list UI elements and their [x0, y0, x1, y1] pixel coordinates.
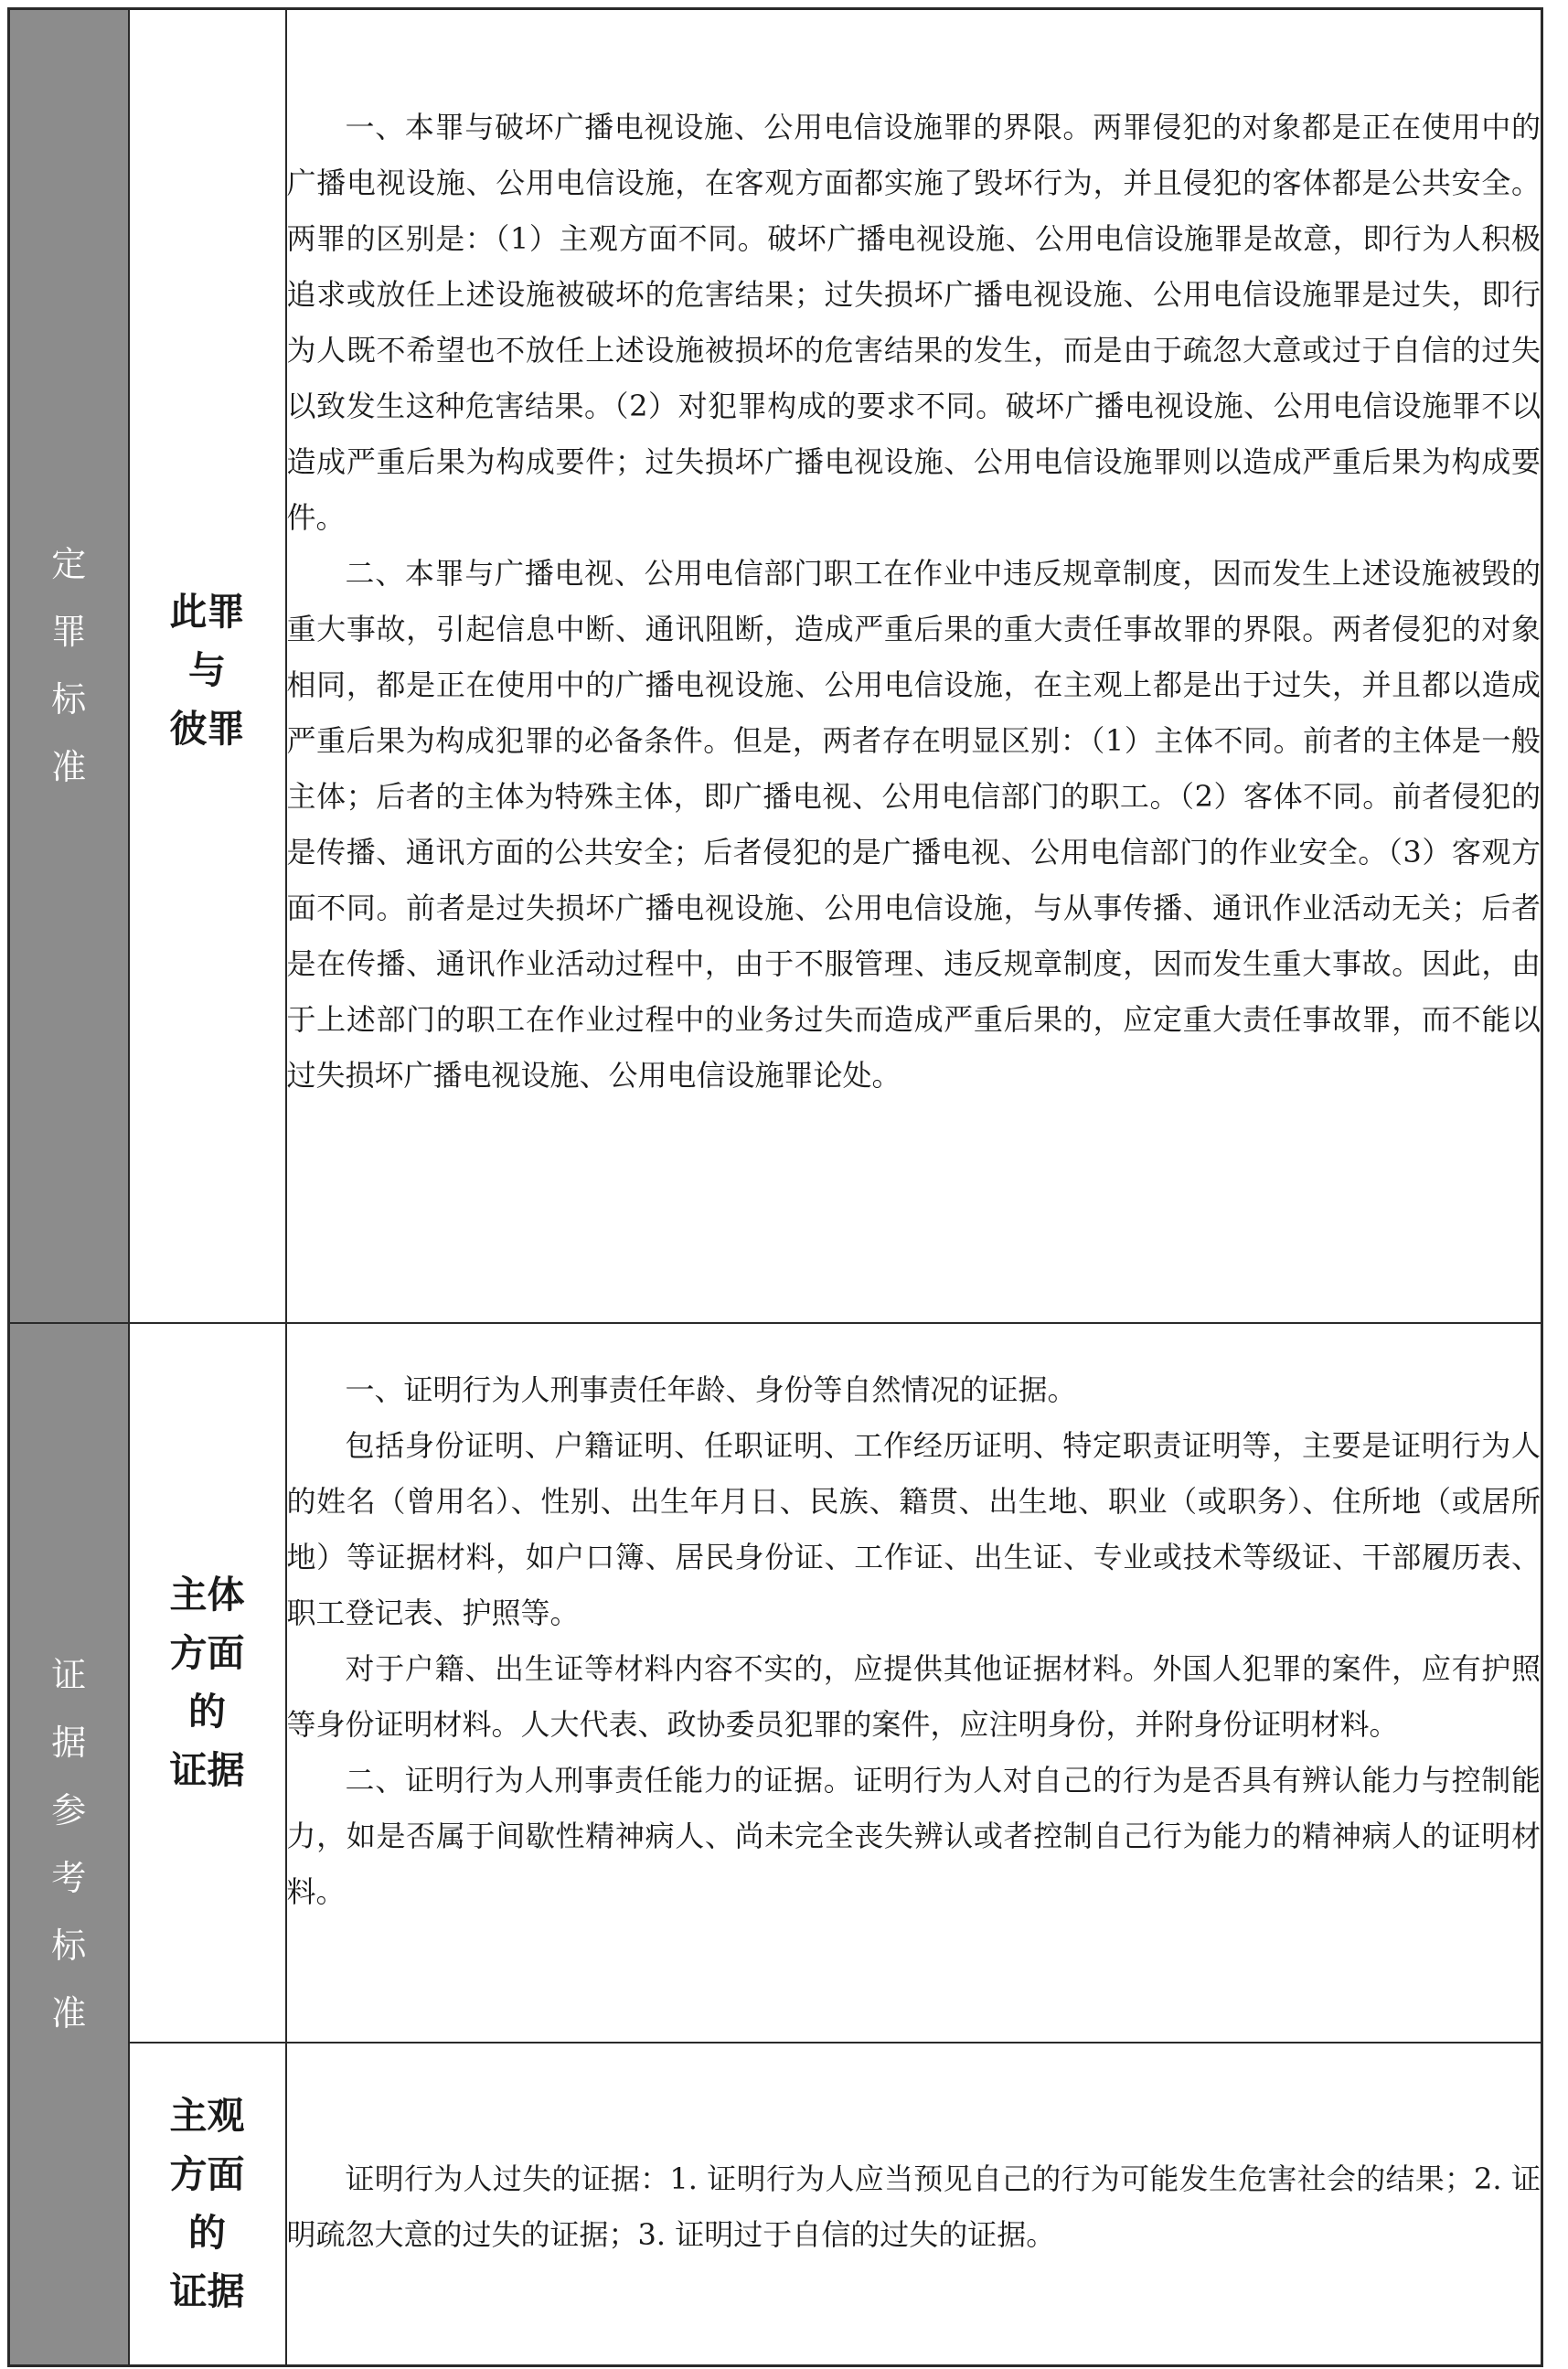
- subheading-line: 的: [188, 2211, 226, 2256]
- subheading-cell-subjective-evidence: [129, 2043, 286, 2366]
- content-cell: [286, 1323, 1542, 2043]
- subheading-line: 方面: [169, 1631, 245, 1675]
- paragraph: 一、本罪与破坏广播电视设施、公用电信设施罪的界限。两罪侵犯的对象都是正在使用中的广播电视设施、公用电信设施，在客观方面都实施了毁坏行为，并且侵犯的客体都是公共安全。两罪的区别是：（1）主观方面不同。破坏广播电视设施、公用电信设施罪是故意，即行为人积极追求或放任上述设施被破坏的危害结果；过失损坏广播电视设施、公用电信设施罪是过失，即行为人既不希望也不放任上述设施被损坏的危害结果的发生，而是由于疏忽大意或过于自信的过失以致发生这种危害结果。（2）对犯罪构成的要求不同。破坏广播电视设施、公用电信设施罪不以造成严重后果为构成要件；过失损坏广播电视设施、公用电信设施罪则以造成严重后果为构成要件。: [286, 110, 1541, 535]
- paragraph: 二、本罪与广播电视、公用电信部门职工在作业中违反规章制度，因而发生上述设施被毁的重大事故，引起信息中断、通讯阻断，造成严重后果的重大责任事故罪的界限。两者侵犯的对象相同，都是正在使用中的广播电视设施、公用电信设施，在主观上都是出于过失，并且都以造成严重后果为构成犯罪的必备条件。但是，两者存在明显区别：（1）主体不同。前者的主体是一般主体；后者的主体为特殊主体，即广播电视、公用电信部门的职工。（2）客体不同。前者侵犯的是传播、通讯方面的公共安全；后者侵犯的是广播电视、公用电信部门的作业安全。（3）客观方面不同。前者是过失损坏广播电视设施、公用电信设施，与从事传播、通讯作业活动无关；后者是在传播、通讯作业活动过程中，由于不服管理、违反规章制度，因而发生重大事故。因此，由于上述部门的职工在作业过程中的业务过失而造成严重后果的，应定重大责任事故罪，而不能以过失损坏广播电视设施、公用电信设施罪论处。: [286, 556, 1541, 1093]
- category-char: 罪: [51, 612, 87, 653]
- category-cell-evidence-reference-standard: [9, 1323, 129, 2366]
- paragraph: 对于户籍、出生证等材料内容不实的，应提供其他证据材料。外国人犯罪的案件，应有护照等身份证明材料。人大代表、政协委员犯罪的案件，应注明身份，并附身份证明材料。: [286, 1650, 1541, 1742]
- category-char: 考: [51, 1857, 87, 1898]
- category-char: 标: [51, 1925, 87, 1966]
- category-char: 标: [51, 679, 87, 720]
- subheading-cell-subject-evidence: [129, 1323, 286, 2043]
- subheading-line: 与: [188, 648, 226, 693]
- category-char: 参: [51, 1789, 87, 1830]
- subheading-line: 主观: [169, 2094, 245, 2139]
- paragraph: 一、证明行为人刑事责任年龄、身份等自然情况的证据。: [345, 1371, 1077, 1407]
- subheading-line: 此罪: [169, 590, 245, 635]
- subheading-line: 方面: [169, 2152, 245, 2197]
- subheading-cell-this-vs-other-crime: [129, 9, 286, 1323]
- subheading-line: 主体: [169, 1573, 245, 1617]
- content-cell: [286, 9, 1542, 1323]
- table-row: [9, 1323, 1542, 2043]
- criteria-table: [7, 7, 1543, 2367]
- subheading-line: 证据: [169, 1748, 245, 1792]
- paragraph: 包括身份证明、户籍证明、任职证明、工作经历证明、特定职责证明等，主要是证明行为人的姓名（曾用名）、性别、出生年月日、民族、籍贯、出生地、职业（或职务）、住所地（或居所地）等证据材料，如户口簿、居民身份证、工作证、出生证、专业或技术等级证、干部履历表、职工登记表、护照等。: [286, 1427, 1541, 1630]
- category-char: 据: [51, 1722, 87, 1763]
- category-char: 证: [51, 1654, 87, 1695]
- category-char: 准: [51, 747, 87, 788]
- paragraph: 证明行为人过失的证据：1. 证明行为人应当预见自己的行为可能发生危害社会的结果；2. 证明疏忽大意的过失的证据；3. 证明过于自信的过失的证据。: [286, 2161, 1541, 2252]
- table-row: [9, 2043, 1542, 2366]
- subheading-line: 彼罪: [169, 707, 245, 752]
- category-char: 定: [51, 544, 87, 585]
- category-cell-conviction-standard: [9, 9, 129, 1323]
- subheading-line: 证据: [169, 2269, 245, 2314]
- content-cell: [286, 2043, 1542, 2366]
- table-row: [9, 9, 1542, 1323]
- category-char: 准: [51, 1992, 87, 2033]
- paragraph: 二、证明行为人刑事责任能力的证据。证明行为人对自己的行为是否具有辨认能力与控制能力，如是否属于间歇性精神病人、尚未完全丧失辨认或者控制自己行为能力的精神病人的证明材料。: [286, 1762, 1541, 1909]
- subheading-line: 的: [188, 1690, 226, 1734]
